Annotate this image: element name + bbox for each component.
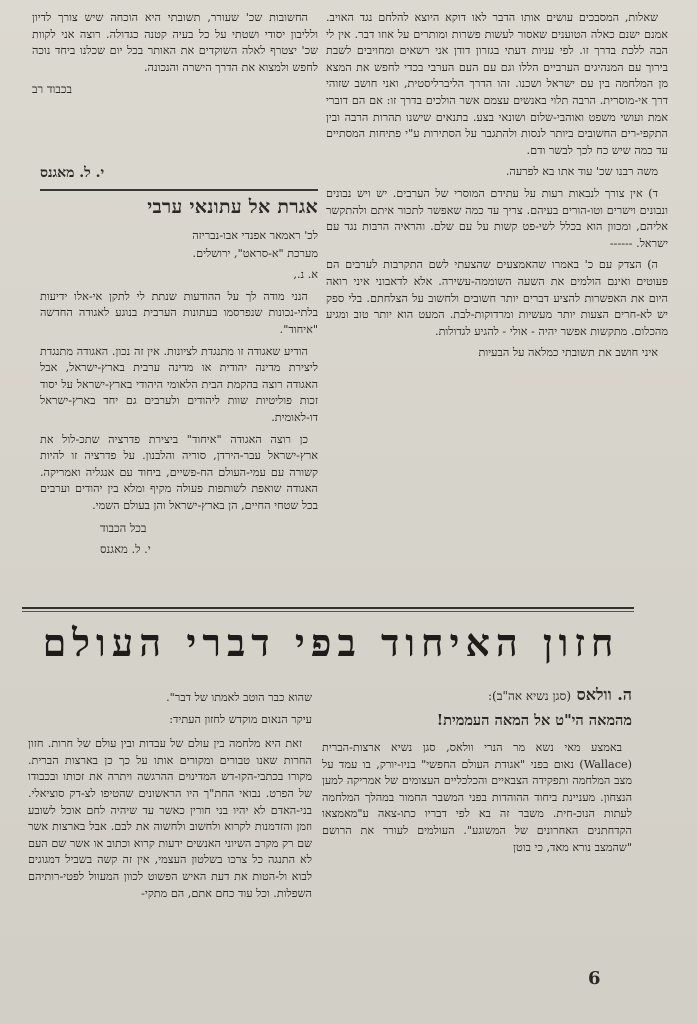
author-name: ה. וולאס (576, 685, 632, 704)
letter-body (40, 228, 318, 563)
paragraph: כן רוצה האגודה "איחוד" ביצירת פדרציה שתכ-לול את ארץ-ישראל עבר-הירדן, סוריה והלבנון. על פדרציה זו להיות קשורה עם עמי-העולם הח-פשיים, ביחוד עם אנגליה ואמריקה. האגודה שואפת לשותפות פעולה מקיף ומלא בין יהודים וערבים בכל שטחי החיים, הן בארץ-ישראל והן בעולם השמי. (40, 432, 318, 512)
subheadline: מהמאה הי"ט אל המאה העממית! (436, 712, 632, 729)
section-divider (22, 611, 634, 612)
paragraph: באמצע מאי נשא מר הנרי וולאס, סגן נשיא ארצות-הברית (Wallace) נאום בפני "אגודת העולם החפשי" בניו-יורק, בו עמד על מצב המלחמה ותפקידה הצבאיים והכלכליים העצומים של אמריקה למען הנצחון. מעניינת ביחוד ההוהדות בפני המשבר החמור במהלך המלחמה לעתות הנוכ-חית. משבר זה בא לפי דבריו כתו-צאה ע"מאמצאו הקדחתנים האחרונים של המשוגע". העולמים לעורר את הרושם "שהמצב נורא מאד, כי בוטן (322, 741, 632, 854)
paragraph: הנני מודה לך על ההודעות שנתת לי לתקן אי-אלו ידיעות בלתי-נכונות שנפרסמו בעתונות הערבית בנוגע לאגודה החדשה "איחוד". (40, 289, 318, 336)
letter-recipient: לכ' ראמאר אפנדי אבו-נבריזה (192, 229, 318, 242)
author-role: (סגן נשיא אה"ב): (487, 689, 572, 703)
paragraph: הודיע שאגודה זו מתנגדת לציונות. אין זה נכון. האגודה מתנגדת ליצירת מדינה יהודית או מדינה ערבית בארץ-ישראל, אבל האגודה רוצה בהקמת הבית הלאומי היהודי בארץ-ישראל על יסוד זכות פוליטיות שוות ליהודים ולערבים גם יחד בארץ-ישראל דו-לאומית. (40, 344, 318, 424)
headline: חזון האיחוד בפי דברי העולם (42, 620, 620, 665)
column-top-left (32, 10, 318, 103)
paragraph: ה) הצדק עם כ' באמרו שהאמצעים שהצעתי לשם התקרבות לערבים הם פעוטים ואינם הולמים את השעה השוממה-עשירה. אלא לדאבוני איני רואה היום את האפשרות להציע דברים יותר חשובים ולחשוב על הצלחתם. בלי ספק יש לא-חרים הצעות יותר מעשיות ומרדוקות-לבת. המעט הוא יותר טוב ומגיע מהכלום. מתקשות אפשר יהיה - אולי - להגיע לגדולות. (326, 258, 668, 338)
letter-recipient-address: מערכת "א-סראט", ירושלים. (192, 246, 318, 260)
page-number: 6 (588, 968, 601, 989)
column-bottom-left (28, 690, 312, 907)
signature: י. ל. מאגנס (40, 165, 105, 181)
column-bottom-right (322, 740, 632, 861)
paragraph: איני חושב את תשובתי כמלאה על הבעיות (478, 346, 658, 360)
section-divider (22, 607, 634, 609)
letter-salutation: א. נ., (293, 268, 318, 282)
byline (320, 685, 632, 705)
letter-title: אגרת אל עתונאי ערבי (147, 196, 318, 218)
column-top-right (326, 10, 668, 367)
quote-line: עיקר הנאום מוקדש לחזון העתיד: (169, 712, 312, 726)
paragraph: שאלות, המסבכים עושים אותו הדבר לאו דוקא היוצא להלחם נגד האויב. אמנם ישנם כאלה הטוענים שאסור לעשות פשרות ומותרים על אוזו דבר. אין לי הבה ללכת בדרך זו. לפי עניות דעתי בגזרון דודן אני רשאים ומחויבים לשבת בירוך עם המנהיגים הערביים הללו וגם עם העם הערבי בכדי לחפש את המצא מן המלחמה בין עם ישראל ושכנו. זהו הדרך הליברליסטית, ואני חושב שזוהי דרך אי-מוסרית. הרבה תלוי באנשים עצמם אשר הולכים בדרך זו: אם הם דוברי אמת ועושי משפט ואוהבי-שלום ושונאי בצע. בתנאים שישנו תהרות הרבה ובין התקפי-רים החשובים ביותר לנסות ולהתגבר על הסתירות ע"י פתיחות המסתיים עד כמה שיש כח לכך לבשר ודם. (326, 11, 668, 157)
paragraph: זאת היא מלחמה בין עולם של עבדות ובין עולם של חרות. חזון החרות שאנו טבורים ומקורים אותו על כך כן בארצות הברית. מקורו בכתבי-הקו-דש המדינוים ההרגשה ויתרה את זכותו ובכבודו של הפרט. נבואי החת"ך היו הראשונים שהטיפו לצ-דק סוציאלי. בני-האדם לא יהיו בני חורין כאשר עד שיהיה לחם אוכל לשובע וזמן והזדמנות לקרוא ולחשוב ולחשוה את לבם. אבל בארצות אשר שם רק מקרב השיוני האנשים ידעות קרוא וכתוב או אשר שם העם לא התנגה כל צרכו בשלטון העצמי, אין זה קשה בשביל דמגוגים לבוא ול-הטות את דעת האיש הפשוט לכוון המעוול לפטי-רותיהם השפלות. וכל עוד כחם אתם, הם מתקי- (28, 737, 312, 900)
section-divider (40, 189, 318, 191)
letter-signature: י. ל. מאגנס (100, 542, 151, 557)
paragraph: משה רבנו שכ' עוד אתו בא לפרעה. (505, 165, 658, 179)
quote-line: שהוא כבר הוטב לאמתו של דבר". (166, 691, 312, 704)
paragraph: ד) אין צורך לנבאות רעות על עתידם המוסרי של הערבים. יש ויש נבונים ונבונים וישרים וטו-הורים בעיהם. צריך עד כמה שאפשר לתכור איתם ולהתקשר אליהם, ומכוון הוא בכלל לשי-פט קשות על עם שלם. והראיה הרבות נגד עם ישראל. ------ (326, 186, 668, 250)
paragraph: החשובות שכ' שעורר, תשובתי היא הוכחה שיש צורך לדיון ולליבון יסודי ושטתי על כל בעיה קטנה כגדולה. רוצה אני לקוות שכ' יצטרף לאלה השוקדים את האותר בכל יום שכלנו ביחד נוכה לחפש ולמצוא את הדרך הישרה והנכונה. (32, 11, 318, 74)
closing: בכבוד רב (32, 82, 73, 97)
letter-closing: בכל הכבוד (100, 520, 147, 535)
